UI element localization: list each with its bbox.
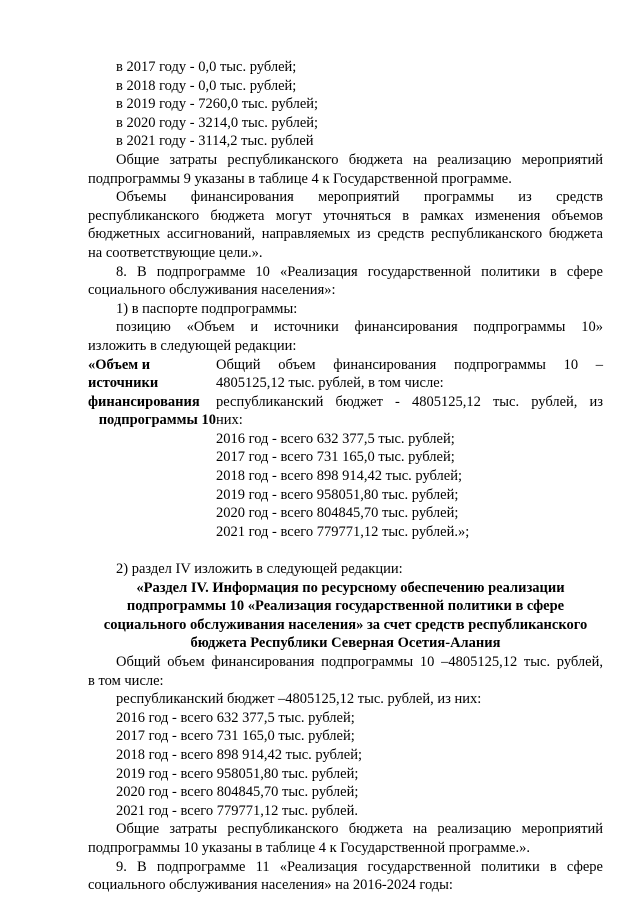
subitem-1: 1) в паспорте подпрограммы:	[116, 300, 298, 317]
passport-table-value	[216, 356, 603, 542]
value-line: 2018 год - всего 898 914,42 тыс. рублей;	[216, 468, 463, 485]
year-line: в 2021 году - 3114,2 тыс. рублей	[116, 133, 314, 150]
value-line: 4805125,12 тыс. рублей, в том числе:	[216, 375, 444, 392]
text-line: Общие затраты республиканского бюджета на реализацию мероприятий	[116, 151, 603, 168]
text-line: изложить в следующей редакции:	[88, 337, 297, 354]
year-line: 2021 год - всего 779771,12 тыс. рублей.	[116, 802, 358, 819]
subitem-2: 2) раздел IV изложить в следующей редакции:	[116, 561, 403, 578]
text-line: бюджетных ассигнований, направляемых из средств республиканского бюджета	[88, 226, 603, 243]
item-9	[88, 858, 603, 895]
title-line: «Раздел IV. Информация по ресурсному обеспечению реализации	[136, 579, 565, 596]
value-line: 2020 год - всего 804845,70 тыс. рублей;	[216, 505, 459, 522]
text-line: 9. В подпрограмме 11 «Реализация государственной политики в сфере	[116, 858, 603, 875]
text-line: подпрограммы 9 указаны в таблице 4 к Государственной программе.	[88, 170, 512, 187]
year-line: 2018 год - всего 898 914,42 тыс. рублей;	[116, 746, 363, 763]
text-line: Общие затраты республиканского бюджета на реализацию мероприятий	[116, 821, 603, 838]
text-line: республиканского бюджета могут уточняться в рамках изменения объемов	[88, 207, 603, 224]
text-line: 8. В подпрограмме 10 «Реализация государственной политики в сфере	[116, 263, 603, 280]
passport-table-label	[88, 356, 216, 542]
section-title	[88, 579, 603, 653]
title-line: бюджета Республики Северная Осетия-Алания	[190, 635, 501, 652]
title-line: подпрограммы 10 «Реализация государственной политики в сфере	[126, 598, 565, 615]
text-line: позицию «Объем и источники финансирования подпрограммы 10»	[116, 319, 603, 336]
republican-budget: республиканский бюджет –4805125,12 тыс. рублей, из них:	[116, 691, 482, 708]
years-list	[88, 709, 603, 821]
value-line: Общий объем финансирования подпрограммы 10 –	[216, 356, 603, 373]
label-line: «Объем и	[88, 356, 151, 373]
label-line: источники	[88, 375, 159, 392]
year-line: 2017 год - всего 731 165,0 тыс. рублей;	[116, 728, 355, 745]
value-line: республиканский бюджет - 4805125,12 тыс. рублей, из	[216, 393, 603, 410]
paragraph-volumes	[88, 188, 603, 262]
year-line: в 2018 году - 0,0 тыс. рублей;	[116, 77, 297, 94]
label-line: подпрограммы 10	[98, 412, 216, 429]
title-line: социального обслуживания населения» за счет средств республиканского	[103, 616, 588, 633]
text-line: подпрограммы 10 указаны в таблице 4 к Государственной программе.».	[88, 839, 530, 856]
value-line: 2021 год - всего 779771,12 тыс. рублей.»;	[216, 523, 470, 540]
item-8	[88, 263, 603, 300]
year-line: в 2017 году - 0,0 тыс. рублей;	[116, 59, 297, 75]
value-line: них:	[216, 412, 243, 429]
prev-section-years	[88, 58, 603, 151]
year-line: 2020 год - всего 804845,70 тыс. рублей;	[116, 784, 359, 801]
text-line: Объемы финансирования мероприятий программы из средств	[116, 189, 603, 206]
paragraph-costs-9	[88, 151, 603, 188]
value-line: 2019 год - всего 958051,80 тыс. рублей;	[216, 486, 459, 503]
value-line: 2017 год - всего 731 165,0 тыс. рублей;	[216, 449, 455, 466]
spacer	[88, 541, 603, 560]
year-line: 2016 год - всего 632 377,5 тыс. рублей;	[116, 709, 355, 726]
year-line: 2019 год - всего 958051,80 тыс. рублей;	[116, 765, 359, 782]
text-line: Общий объем финансирования подпрограммы 10 –4805125,12 тыс. рублей,	[116, 654, 603, 670]
year-line: в 2019 году - 7260,0 тыс. рублей;	[116, 96, 319, 113]
paragraph-costs-10	[88, 820, 603, 857]
passport-table	[88, 356, 603, 542]
total-financing	[88, 653, 603, 690]
text-line: в том числе:	[88, 672, 164, 689]
position-paragraph	[88, 318, 603, 355]
value-line: 2016 год - всего 632 377,5 тыс. рублей;	[216, 430, 455, 447]
document-page	[88, 58, 603, 895]
text-line: социального обслуживания населения» на 2016-2024 годы:	[88, 877, 453, 894]
text-line: социального обслуживания населения»:	[88, 282, 336, 299]
year-line: в 2020 году - 3214,0 тыс. рублей;	[116, 114, 319, 131]
label-line: финансирования	[88, 393, 200, 410]
text-line: на соответствующие цели.».	[88, 244, 263, 261]
